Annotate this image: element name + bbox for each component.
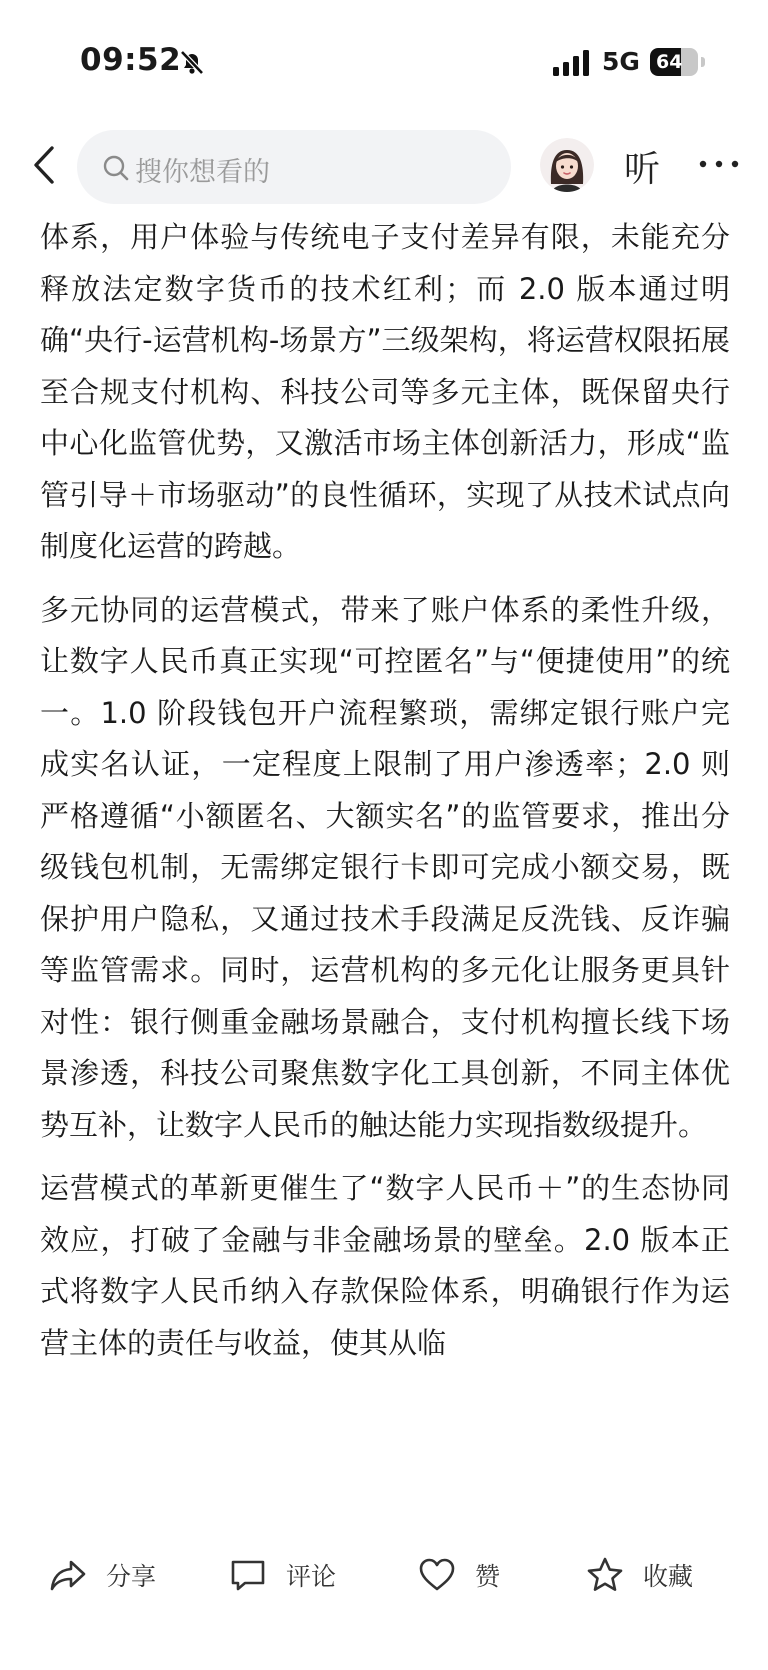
more-icon[interactable] xyxy=(697,158,741,170)
share-icon xyxy=(48,1555,88,1595)
search-icon xyxy=(101,153,131,183)
avatar[interactable] xyxy=(540,138,594,192)
favorite-button[interactable] xyxy=(585,1552,693,1598)
comment-label: 评论 xyxy=(286,1562,337,1591)
top-nav xyxy=(0,122,768,208)
battery-icon xyxy=(650,48,706,76)
network-type: 5G xyxy=(602,47,640,76)
article-body xyxy=(40,212,730,1530)
share-label: 分享 xyxy=(106,1562,157,1591)
chevron-left-icon[interactable] xyxy=(28,144,62,186)
favorite-label: 收藏 xyxy=(643,1562,694,1591)
heart-icon xyxy=(417,1555,457,1595)
like-button[interactable] xyxy=(417,1552,500,1598)
comment-button[interactable] xyxy=(228,1552,336,1598)
star-icon xyxy=(585,1555,625,1595)
listen-button[interactable]: 听 xyxy=(624,149,661,190)
comment-icon xyxy=(228,1555,268,1595)
article-paragraph: 运营模式的革新更催生了“数字人民币＋”的生态协同效应，打破了金融与非金融场景的壁垒。2.0 版本正式将数字人民币纳入存款保险体系，明确银行作为运营主体的责任与收益，使其从临 xyxy=(40,1171,730,1360)
bell-slash-icon xyxy=(178,48,206,76)
battery-level: 64 xyxy=(656,51,683,73)
like-label: 赞 xyxy=(475,1562,501,1591)
article-paragraph: 体系，用户体验与传统电子支付差异有限，未能充分释放法定数字货币的技术红利；而 2.0 版本通过明确“央行-运营机构-场景方”三级架构，将运营权限拓展至合规支付机构、科技公司等多元主体，既保留央行中心化监管优势，又激活市场主体创新活力，形成“监管引导＋市场驱动”的良性循环，实现了从技术试点向制度化运营的跨越。 xyxy=(40,220,730,563)
status-bar xyxy=(0,0,768,120)
bottom-action-bar xyxy=(0,1530,768,1670)
signal-icon xyxy=(553,50,591,76)
article-paragraph: 多元协同的运营模式，带来了账户体系的柔性升级，让数字人民币真正实现“可控匿名”与“便捷使用”的统一。1.0 阶段钱包开户流程繁琐，需绑定银行账户完成实名认证，一定程度上限制了用户渗透率；2.0 则严格遵循“小额匿名、大额实名”的监管要求，推出分级钱包机制，无需绑定银行卡即可完成小额交易，既保护用户隐私，又通过技术手段满足反洗钱、反诈骗等监管需求。同时，运营机构的多元化让服务更具针对性：银行侧重金融场景融合，支付机构擅长线下场景渗透，科技公司聚焦数字化工具创新，不同主体优势互补，让数字人民币的触达能力实现指数级提升。 xyxy=(40,592,730,1142)
search-placeholder: 搜你想看的 xyxy=(135,157,270,188)
status-time: 09:52 xyxy=(80,42,182,78)
share-button[interactable] xyxy=(48,1552,156,1598)
search-input[interactable] xyxy=(77,130,511,204)
